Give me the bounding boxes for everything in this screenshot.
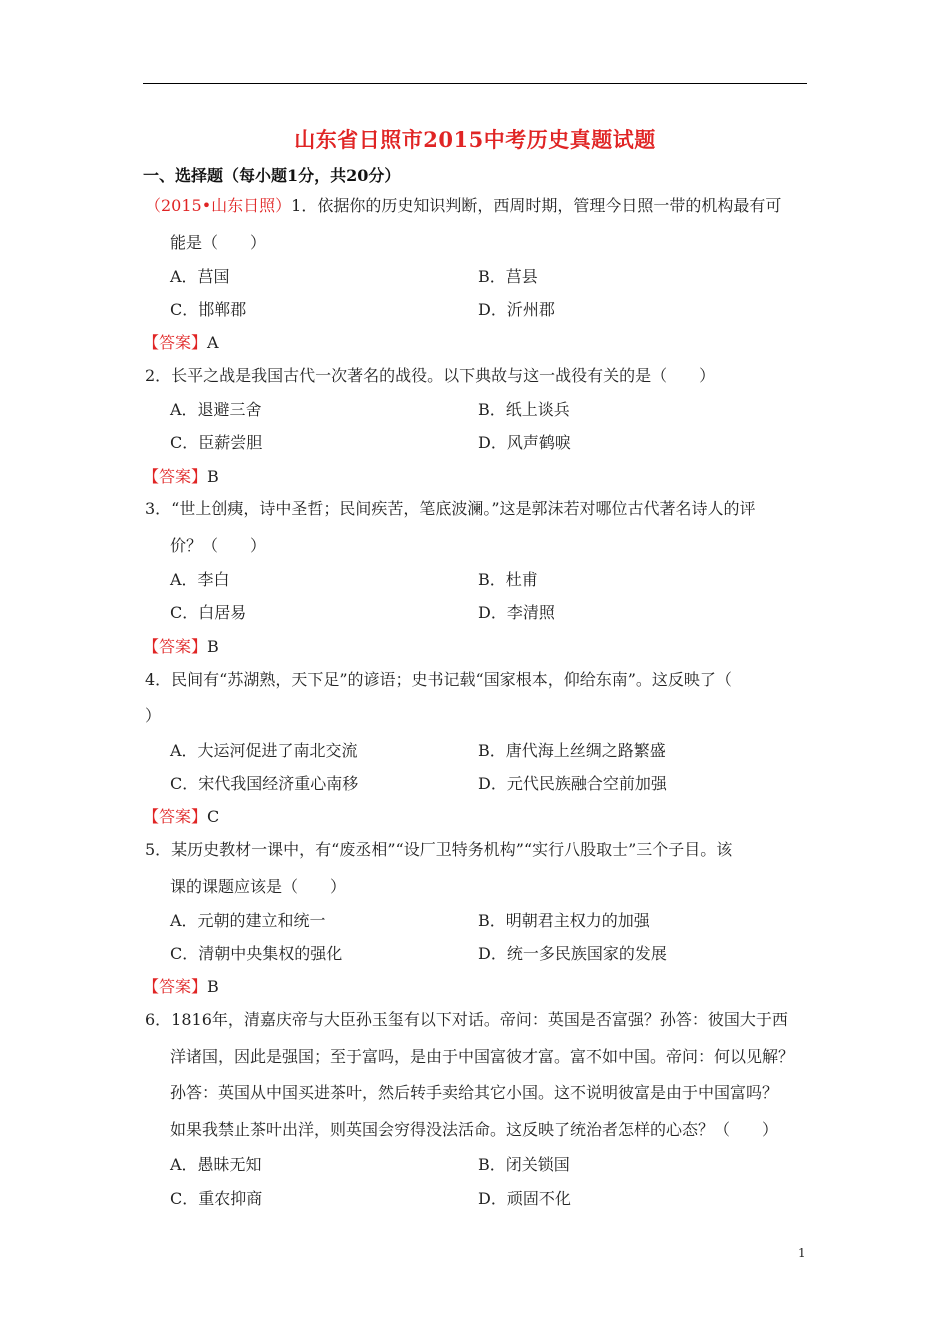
q5-answer (143, 977, 219, 997)
q2-option-c: C．臣薪尝胆 (170, 433, 263, 452)
q1-answer (143, 333, 219, 353)
question-6-line1: 6．1816年，清嘉庆帝与大臣孙玉玺有以下对话。帝问：英国是否富强？孙答：彼国大于西 (145, 1010, 788, 1029)
q1-option-b: B．莒县 (478, 267, 538, 286)
question-6-line2: 洋诸国，因此是强国；至于富吗，是由于中国富彼才富。富不如中国。帝问：何以见解？ (170, 1047, 795, 1066)
question-3-line2: 价？（ ） (170, 536, 267, 555)
q1-option-c: C．邯郸郡 (170, 300, 247, 319)
answer-label: 【答案】 (143, 807, 208, 826)
page-title: 山东省日照市2015中考历史真题试题 (294, 127, 656, 152)
answer-label: 【答案】 (143, 977, 208, 996)
q2-option-b: B．纸上谈兵 (478, 400, 570, 419)
q4-answer (143, 807, 219, 827)
q3-option-b: B．杜甫 (478, 570, 538, 589)
answer-value: C (207, 807, 220, 826)
answer-label: 【答案】 (143, 637, 208, 656)
q3-option-c: C．白居易 (170, 603, 247, 622)
answer-value: B (207, 467, 219, 486)
question-1-text: 1．依据你的历史知识判断，西周时期，管理今日照一带的机构最有可 (291, 196, 782, 215)
q2-option-d: D．风声鹤唳 (478, 433, 571, 452)
answer-value: B (207, 977, 219, 996)
question-1-line1 (145, 196, 781, 216)
q1-option-d: D．沂州郡 (478, 300, 555, 319)
answer-value: B (207, 637, 219, 656)
q3-option-a: A．李白 (170, 570, 230, 589)
page-number: 1 (798, 1246, 806, 1260)
question-6-line4: 如果我禁止茶叶出洋，则英国会穷得没法活命。这反映了统治者怎样的心态？（ ） (170, 1120, 779, 1139)
question-4-line1: 4．民间有“苏湖熟，天下足”的谚语；史书记载“国家根本，仰给东南”。这反映了（ (145, 670, 732, 689)
q4-option-a: A．大运河促进了南北交流 (170, 741, 358, 760)
q5-option-a: A．元朝的建立和统一 (170, 911, 326, 930)
q2-option-a: A．退避三舍 (170, 400, 262, 419)
question-5-line2: 课的课题应该是（ ） (170, 877, 347, 896)
q4-option-c: C．宋代我国经济重心南移 (170, 774, 359, 793)
question-5-line1: 5．某历史教材一课中，有“废丞相”“设厂卫特务机构”“实行八股取士”三个子目。该 (145, 840, 733, 859)
question-6-line3: 孙答：英国从中国买进茶叶，然后转手卖给其它小国。这不说明彼富是由于中国富吗？ (170, 1083, 779, 1102)
q5-option-b: B．明朝君主权力的加强 (478, 911, 650, 930)
q6-option-c: C．重农抑商 (170, 1189, 263, 1208)
q5-option-d: D．统一多民族国家的发展 (478, 944, 667, 963)
question-1-line2: 能是（ ） (170, 233, 267, 252)
q6-option-b: B．闭关锁国 (478, 1155, 570, 1174)
answer-label: 【答案】 (143, 467, 208, 486)
section-heading: 一、选择题（每小题1分，共20分） (143, 166, 401, 185)
q1-option-a: A．莒国 (170, 267, 230, 286)
answer-value: A (207, 333, 219, 352)
question-3-line1: 3．“世上创痍，诗中圣哲；民间疾苦，笔底波澜。”这是郭沫若对哪位古代著名诗人的评 (145, 499, 756, 518)
header-rule (143, 83, 807, 84)
question-2-line1: 2．长平之战是我国古代一次著名的战役。以下典故与这一战役有关的是（ ） (145, 366, 716, 385)
q5-option-c: C．清朝中央集权的强化 (170, 944, 343, 963)
q4-option-b: B．唐代海上丝绸之路繁盛 (478, 741, 666, 760)
q4-option-d: D．元代民族融合空前加强 (478, 774, 667, 793)
q3-option-d: D．李清照 (478, 603, 555, 622)
q6-option-a: A．愚昧无知 (170, 1155, 262, 1174)
q6-option-d: D．顽固不化 (478, 1189, 571, 1208)
question-source: （2015•山东日照） (145, 196, 292, 215)
q3-answer (143, 637, 219, 657)
answer-label: 【答案】 (143, 333, 208, 352)
q2-answer (143, 467, 219, 487)
question-4-line2: ） (145, 706, 162, 725)
